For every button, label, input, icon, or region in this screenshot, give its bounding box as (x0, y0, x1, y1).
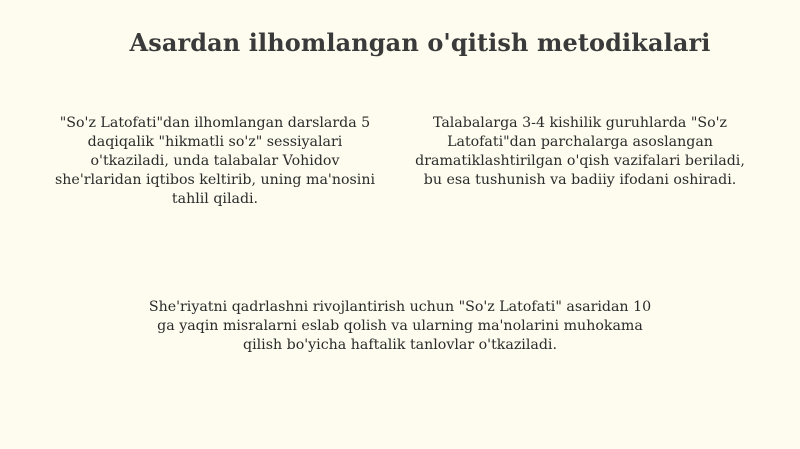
method-text-block: "So'z Latofati"dan ilhomlangan darslarda 5 daqiqalik "hikmatli so'z" sessiyalari o'tkaziladi, unda talabalar Vohidov she'rlaridan iqtibos keltirib, uning ma'nosini tahlil qiladi. (55, 115, 375, 207)
method-text-block: Talabalarga 3-4 kishilik guruhlarda "So'z Latofati"dan parchalarga asoslangan dramatiklashtirilgan o'qish vazifalari beriladi, bu esa tushunish va badiiy ifodani oshiradi. (415, 115, 745, 188)
method-text-block: She'riyatni qadrlashni rivojlantirish uchun "So'z Latofati" asaridan 10 ga yaqin misralarni eslab qolish va ularning ma'nolarini muhokama qilish bo'yicha haftalik tanlovlar o'tkaziladi. (148, 299, 652, 353)
slide-title: Asardan ilhomlangan o'qitish metodikalari (129, 28, 711, 57)
